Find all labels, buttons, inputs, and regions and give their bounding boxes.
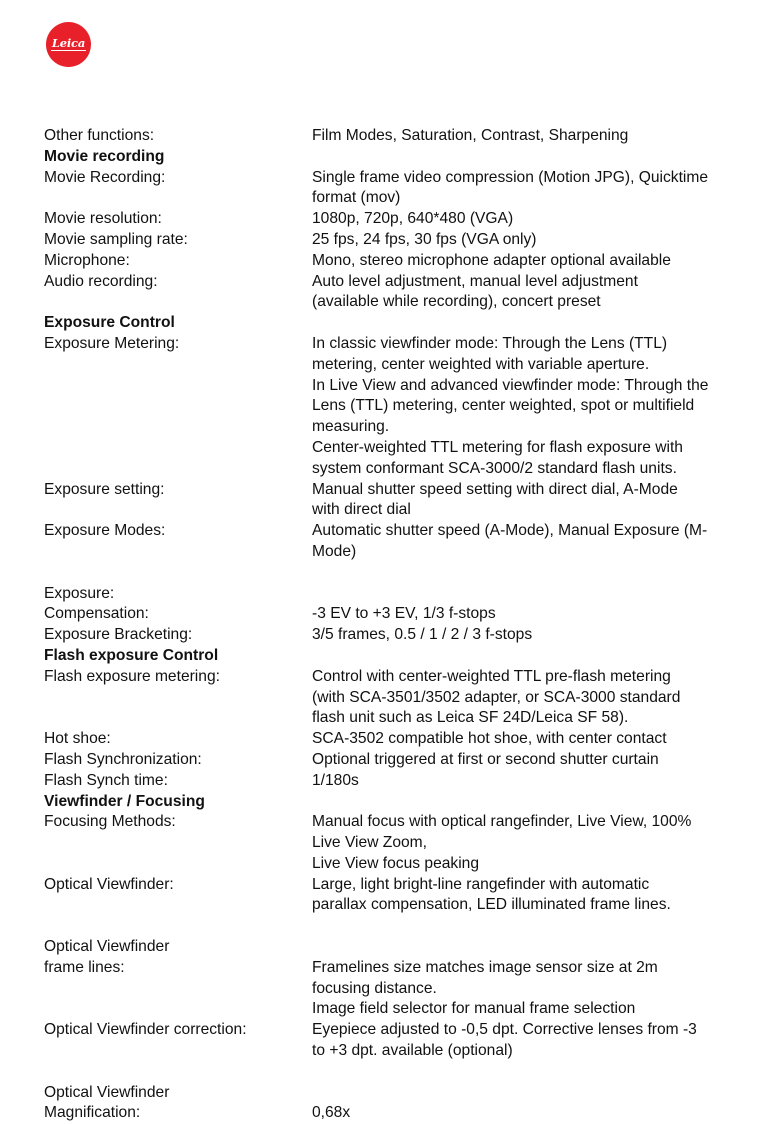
spec-label: Movie Recording: [44,168,166,186]
leica-logo [46,22,91,67]
section-heading: Flash exposure Control [44,646,219,664]
spec-label: Movie resolution: [44,210,162,228]
spec-label: Audio recording: [44,272,158,290]
spec-label: Magnification: [44,1104,141,1122]
spec-value: -3 EV to +3 EV, 1/3 f-stops [312,605,496,623]
spec-value [312,916,754,958]
logo-text: Leica [51,36,86,50]
spec-label: Optical Viewfinder [44,1083,170,1101]
spec-label: Focusing Methods: [44,813,176,831]
spec-value: Manual focus with optical rangefinder, Live View, 100% Live View Zoom, Live View focus peaking [312,813,692,872]
spec-row [44,812,754,874]
spec-row [44,334,754,480]
spec-row [44,750,754,771]
spec-label: Flash Synchronization: [44,750,202,768]
spec-value: SCA-3502 compatible hot shoe, with center contact [312,730,667,748]
spec-row [44,875,754,917]
spec-label: Flash Synch time: [44,771,168,789]
section-heading: Viewfinder / Focusing [44,792,205,810]
spec-label: Hot shoe: [44,730,111,748]
spec-value: Automatic shutter speed (A-Mode), Manual Exposure (M- Mode) [312,522,708,560]
spec-label: frame lines: [44,958,125,976]
spec-label: Other functions: [44,127,155,144]
spec-value: Mono, stereo microphone adapter optional available [312,251,671,269]
spec-label: Exposure Bracketing: [44,626,193,644]
spec-label: Exposure: [44,584,115,602]
spec-row [44,272,754,314]
spec-label: Exposure Metering: [44,334,180,352]
spec-value: Optional triggered at first or second shutter curtain [312,750,659,768]
section-heading: Movie recording [44,147,165,165]
spec-row [44,1020,754,1062]
spec-row [44,563,754,605]
spec-row [44,625,754,646]
spec-value: Film Modes, Saturation, Contrast, Sharpening [312,127,629,144]
spec-row [44,480,754,522]
spec-label: Exposure setting: [44,480,165,498]
spec-row [44,251,754,272]
spec-value: Single frame video compression (Motion JPG), Quicktime format (mov) [312,168,709,207]
spec-row [44,126,754,147]
spec-label: Exposure Modes: [44,522,166,540]
spec-row [44,604,754,625]
spec-value: In classic viewfinder mode: Through the Lens (TTL) metering, center weighted with variable aperture. In Live View and advanced viewfinder mode: Through the Lens (TTL) metering, center weighted, spot or multifield measuring. Center-weighted TTL metering for flash exposure with system conformant SCA-3000/2 standard flash units. [312,334,709,477]
spec-value: Manual shutter speed setting with direct dial, A-Mode with direct dial [312,480,678,519]
spec-row [44,916,754,958]
spec-value: Framelines size matches image sensor size at 2m focusing distance. Image field selector for manual frame selection [312,958,658,1018]
spec-value: 3/5 frames, 0.5 / 1 / 2 / 3 f-stops [312,626,533,644]
spec-row [44,1103,754,1124]
spec-list [44,126,754,1124]
spec-row [44,958,754,1020]
spec-label: Compensation: [44,605,149,623]
spec-label: Microphone: [44,251,130,269]
spec-row [44,230,754,251]
spec-row [44,521,754,563]
spec-label: Movie sampling rate: [44,230,188,248]
spec-value: Large, light bright-line rangefinder with automatic parallax compensation, LED illuminated frame lines. [312,875,671,914]
spec-label: Optical Viewfinder [44,938,170,956]
spec-value: 0,68x [312,1104,351,1122]
spec-label: Optical Viewfinder correction: [44,1021,247,1039]
spec-row [44,209,754,230]
spec-row [44,168,754,210]
section-heading: Exposure Control [44,314,175,332]
spec-row [44,1062,754,1104]
spec-value: Auto level adjustment, manual level adjustment (available while recording), concert preset [312,272,638,311]
spec-value: Control with center-weighted TTL pre-flash metering (with SCA-3501/3502 adapter, or SCA-3000 standard flash unit such as Leica SF 24D/Leica SF 58). [312,667,681,727]
spec-value [312,1062,754,1104]
spec-row [44,771,754,792]
spec-value [312,563,754,605]
spec-value: 1080p, 720p, 640*480 (VGA) [312,210,514,228]
spec-label: Optical Viewfinder: [44,875,174,893]
spec-label: Flash exposure metering: [44,667,220,685]
spec-row [44,667,754,729]
spec-value: 25 fps, 24 fps, 30 fps (VGA only) [312,230,537,248]
spec-row [44,729,754,750]
spec-value: Eyepiece adjusted to -0,5 dpt. Corrective lenses from -3 to +3 dpt. available (optional) [312,1021,697,1060]
spec-value: 1/180s [312,771,359,789]
